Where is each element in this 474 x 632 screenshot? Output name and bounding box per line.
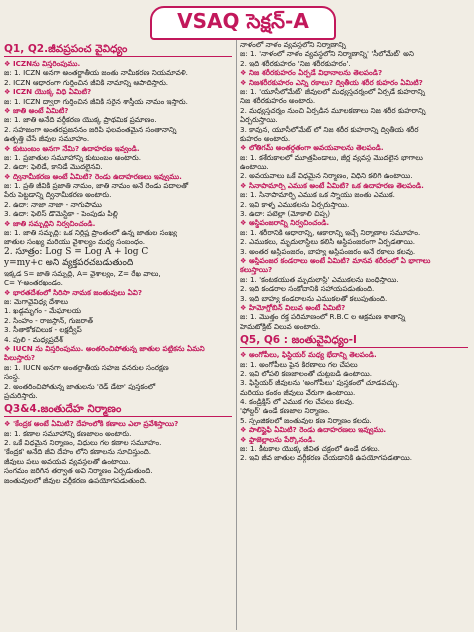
text-line: 3. ఉదా: పటెల్లా (మోకాలి చిప్ప) [240,209,331,219]
text-line: మరియు కంఠం జీవులు వేరుగా ఉంటాయి. [240,387,356,397]
text-line: 2. ఎముకలు, మృదులాస్థిలు కలిసి అస్థిపంజరంగా ఏర్పడతాయి. [240,237,416,247]
text-line: సంస్థ. [4,372,21,382]
question-line: ❖ జాతి సమృద్ధిని నిర్వచించండి. [4,218,96,228]
left-column [4,40,232,485]
question-line: ❖ భారతదేశంలో సిరిసా నామక జంతువులు ఏవి? [4,287,143,297]
text-line: నాళంలో నాళం వ్యవస్థలోని నిర్మాణాన్ని [240,40,346,49]
text-line: 2. సహజంగా అంతరప్రజననం జరిపి ఫలవంతమైన సంతానాన్ని [4,124,177,134]
text-line: జ: 1. కీటకాల యొక్క జీవిత చక్రంలో ఉండే దశలు. [240,444,380,454]
question-line: ❖ ఫ్లాజెల్లాలను పేర్కొనండి. [240,434,316,444]
text-line: 2. అవయవాలు ఒకే విధమైన నిర్మాణం, విధిని కలిగి ఉంటాయి. [240,171,413,181]
text-line: 4. పులి - మధ్యప్రదేశ్ [4,334,63,344]
text-line: జ: 1. ICZN ద్వారా గుర్తించిన జీవికి సరైన శాస్త్రీయ నామం ఇస్తారు. [4,96,188,106]
column-divider [236,40,237,630]
question-line: ❖ జాతి అంటే ఏమిటి? [4,105,69,115]
question-line: ❖ హిమోగ్లోబిన్ విలువ అంటే ఏమిటి? [240,302,346,312]
text-line: కుహరం అంటారు. [240,133,291,143]
question-line: పిలుస్తారు? [4,353,36,363]
text-line: 2. ఇది శరీరకుహరం 'నిజ శరీరకుహరం'. [240,58,351,68]
text-line: 2. ఒకే విధమైన నిర్మాణం, విధులు గల కణాల సమూహం. [4,438,162,448]
text-line: 2. ఇవి జీవ జాతుల వర్గీకరణ చేయడానికి ఉపయోగపడతాయి. [240,453,413,463]
question-line: ❖ లోతిగమ్ అంతర్గతంగా అవయవాలను తెలపండి. [240,143,384,153]
text-line: ఉంటాయి. [240,162,269,172]
question-line: ❖ 'కేంద్రక అంటే ఏమిటి? దేహంలోకి కణాలు ఎలా ప్రవేశిస్తాయి? [4,419,179,429]
text-line: 2. ఉదా: ఫెలిడే, కానిడే మొదలైనవి. [4,162,103,172]
question-line: ❖ ద్వినామీకరణ అంటే ఏమిటి? రెండు ఉదాహరణలు ఇవ్వుము. [4,171,182,181]
text-line: జ: 1. కశేరుకాలలో మూత్రపిండాలు, జీర్ణ వ్యవస్థ మొదలైన భాగాలు [240,152,423,162]
text-line: జ: 1. అంగోపీలు పైన కిరణాలు గల చేపలు [240,359,358,369]
text-line: జ: 1. 'కంటకయుత మృదులాస్థి' ఎముకలను బంధిస్తాయి. [240,274,399,284]
text-line: జ: 1. జాతి సమృద్ధి: ఒక నిర్దిష్ట ప్రాంతంలో ఉన్న జాతుల సంఖ్య [4,228,177,238]
text-line: జాతుల సంఖ్య మరియు వైశాల్యం మధ్య సంబంధం. [4,237,146,247]
formula-line: y=my+c అని వ్యక్తపరచబడుతుంది [4,257,134,268]
text-line: హెమటోక్రిట్ విలువ అంటారు. [240,321,321,331]
question-line: ❖ అస్థిపంజర కండరాలు అంటే ఏమిటి? మానవ శరీరంలో ఏ భాగాలు [240,255,431,265]
page-title: VSAQ సెక్షన్-A [150,6,336,40]
text-line: 3. ఇది బాహ్య కండరాలను ఎముకలతో కలుపుతుంది. [240,293,388,303]
text-line: 4. కండ్రిక్తిస్ లో ఎముక గల చేపలు కలవు. [240,397,355,407]
text-line: 2. సింహం - రాజస్థాన్, గుజరాత్ [4,315,93,325]
text-line: ప్రచురిస్తారు. [4,390,38,400]
text-line: 2. ఇది కండరాల సంకోచానికి సహాయపడుతుంది. [240,284,375,294]
question-line: ❖ అస్థిపంజరాన్ని నిర్వచించండి. [240,218,330,228]
text-line: జ: 1. శరీరానికి ఆధారాన్ని, ఆకారాన్ని ఇచ్చే నిర్మాణాల సమూహం. [240,227,421,237]
text-line: జ: 1. ప్రజాతుల సమూహాన్ని కుటుంబం అంటారు. [4,152,142,162]
text-line: 3. ఫిస్టియర్ జీవులను 'అంగోపీలు' పుస్తకంలో చూడవచ్చు. [240,378,400,388]
question-line: ❖ ICZN యొక్క విధి ఏమిటి? [4,87,92,97]
section-heading: Q1, Q2.జీవప్రపంచ వైవిధ్యం [4,42,232,57]
question-line: ❖ నిజ శరీరకుహరం ఏర్పడే విధానాలను తెలపండి? [240,68,383,78]
question-line: ❖ నిజశరీరకుహరం ఎన్ని రకాలు? ద్వితీయ శరీర కుహరం ఏమిటి? [240,77,423,87]
text-line: సంగమం జరిగిన తర్వాత అవి నిర్మాణం ఏర్పడుతుంది. [4,466,153,476]
text-line: 2. మధ్యస్తచర్మం నుంచి ఏర్పడిన మూలకణాలు నిజ శరీర కుహరాన్ని [240,105,426,115]
text-line: ఉత్పత్తి చేసే జీవుల సమూహం. [4,134,90,144]
question-line: కలుస్తాయి? [240,265,273,275]
right-column [240,40,468,463]
text-line: 'కేంద్రక' అనేది జీవి దేహం లోని కణాలను సూచిస్తుంది. [4,447,152,457]
text-line: 2. ఉదా: నాజా నాజా - నాగుపాము [4,199,102,209]
text-line: జ: 1. కణాల సమూహాన్ని కణజాలం అంటారు. [4,428,132,438]
text-line: 1. ఖడ్గమృగం - మేఘాలయ [4,306,81,316]
text-line: జ: 1. మొత్తం రక్త పరిమాణంలో R.B.C ల ఆక్రమణ శాతాన్ని [240,312,406,322]
formula-line: 2. సూత్రం: Log S = Log A + log C [4,246,149,257]
text-line: జ: 1. 'యూసీలోమేట్' జీవులలో మధ్యస్తచర్మంలో ఏర్పడే కుహరాన్ని [240,86,425,96]
text-line: 2. అంతరించిపోతున్న జాతులను 'రెడ్ డేటా' పుస్తకంలో [4,381,156,391]
text-line: జ: 1. IUCN అనగా అంతర్జాతీయ సహజ వనరుల సంరక్షణ [4,362,169,372]
text-line: జ: 1. సినాపామార్ఫి ఎముక ఒక స్నాయు జంతు ఎముక. [240,190,395,200]
text-line: 3. సీతాకోకచిలుక - లక్షద్వీప్ [4,325,82,335]
section-heading: Q3&4.జంతుదేహ నిర్మాణం [4,402,232,417]
text-line: జీవులు పలు అవయవ వ్యవస్థలతో ఉంటాయి. [4,456,131,466]
text-line: పేరు పెట్టడాన్ని ద్వినామీకరణ అంటారు. [4,190,112,200]
text-line: ఏర్పరుస్తాయి. [240,115,278,125]
question-line: ❖ అంగోపీలు, ఫిస్టియర్ మధ్య భేదాన్ని తెలపండి. [240,350,377,360]
text-line: C= Y-అంతరఖండం. [4,278,63,288]
question-line: ❖ సినాపామార్ఫి ఎముక అంటే ఏమిటి? ఒక ఉదాహరణ తెలపండి. [240,180,424,190]
text-line: నిజ శరీరకుహరం అంటారు. [240,96,316,106]
text-line: 'ఫోల్డర్' ఉండే కణజాల నిర్మాణం. [240,406,330,416]
text-line: జ: 1. జాతి అనేది వర్గీకరణ యొక్క ప్రాథమిక ప్రమాణం. [4,115,157,125]
text-line: 3. కావున, యూసీలోమేట్ లో నిజ శరీర కుహరాన్ని ద్వితీయ శరీర [240,124,419,134]
text-line: 3. అంతర అస్థిపంజరం, బాహ్య అస్థిపంజరం అనే రకాలు కలవు. [240,246,416,256]
text-line: 2. ఇవి లోపలి కణజాలంతో చుట్టబడి ఉంటాయి. [240,368,373,378]
question-line: ❖ పాలిస్టైఫి ఏమిటి? రెండు ఉదాహరణలు ఇవ్వుము. [240,425,387,435]
text-line: ఇక్కడ S= జాతి సమృద్ధి, A= వైశాల్యం, Z= రేఖ వాలు, [4,268,161,278]
section-heading: Q5, Q6 : జంతువైవిధ్యం-I [240,333,468,348]
text-line: 5. స్పంజికలలో జంతువుల కణ నిర్మాణం కలదు. [240,415,372,425]
question-line: ❖ IUCN ను విస్తరింపుము. అంతరించిపోతున్న జాతుల పట్టికను ఏమని [4,343,205,353]
text-line: జ: 1. ప్రతి జీవికి ప్రజాతి నామం, జాతి నామం అనే రెండు పదాలతో [4,181,189,191]
text-line: జ: 1. ICZN అనగా అంతర్జాతీయ జంతు నామీకరణ నియమావళి. [4,68,188,78]
text-line: 2. ICZN ఆధారంగా గుర్తించిన జీవికి నామాన్ని ఆపాదిస్తారు. [4,77,169,87]
text-line: 3. ఉదా: ఫెలిస్ డొమెస్టికా - పెంపుడు పిల్లి [4,209,118,219]
text-line: జ: మెగావైవిధ్య దేశాలు [4,296,69,306]
question-line: ❖ ICZNను విస్తరింపుము. [4,59,81,68]
text-line: 2. ఇవి కాళ్ళ ఎముకలను ఏర్పరుస్తాయి. [240,199,350,209]
text-line: జ: 1. 'నాళంలో నాళం వ్యవస్థలోని నిర్మాణాన్ని' 'సీలోమేట్' అని [240,49,414,59]
question-line: ❖ కుటుంబం అనగా నేమి? ఉదాహరణ ఇవ్వండి. [4,143,140,153]
text-line: జంతువులలో జీవుల వర్గీకరణ ఉపయోగపడుతుంది. [4,475,147,485]
